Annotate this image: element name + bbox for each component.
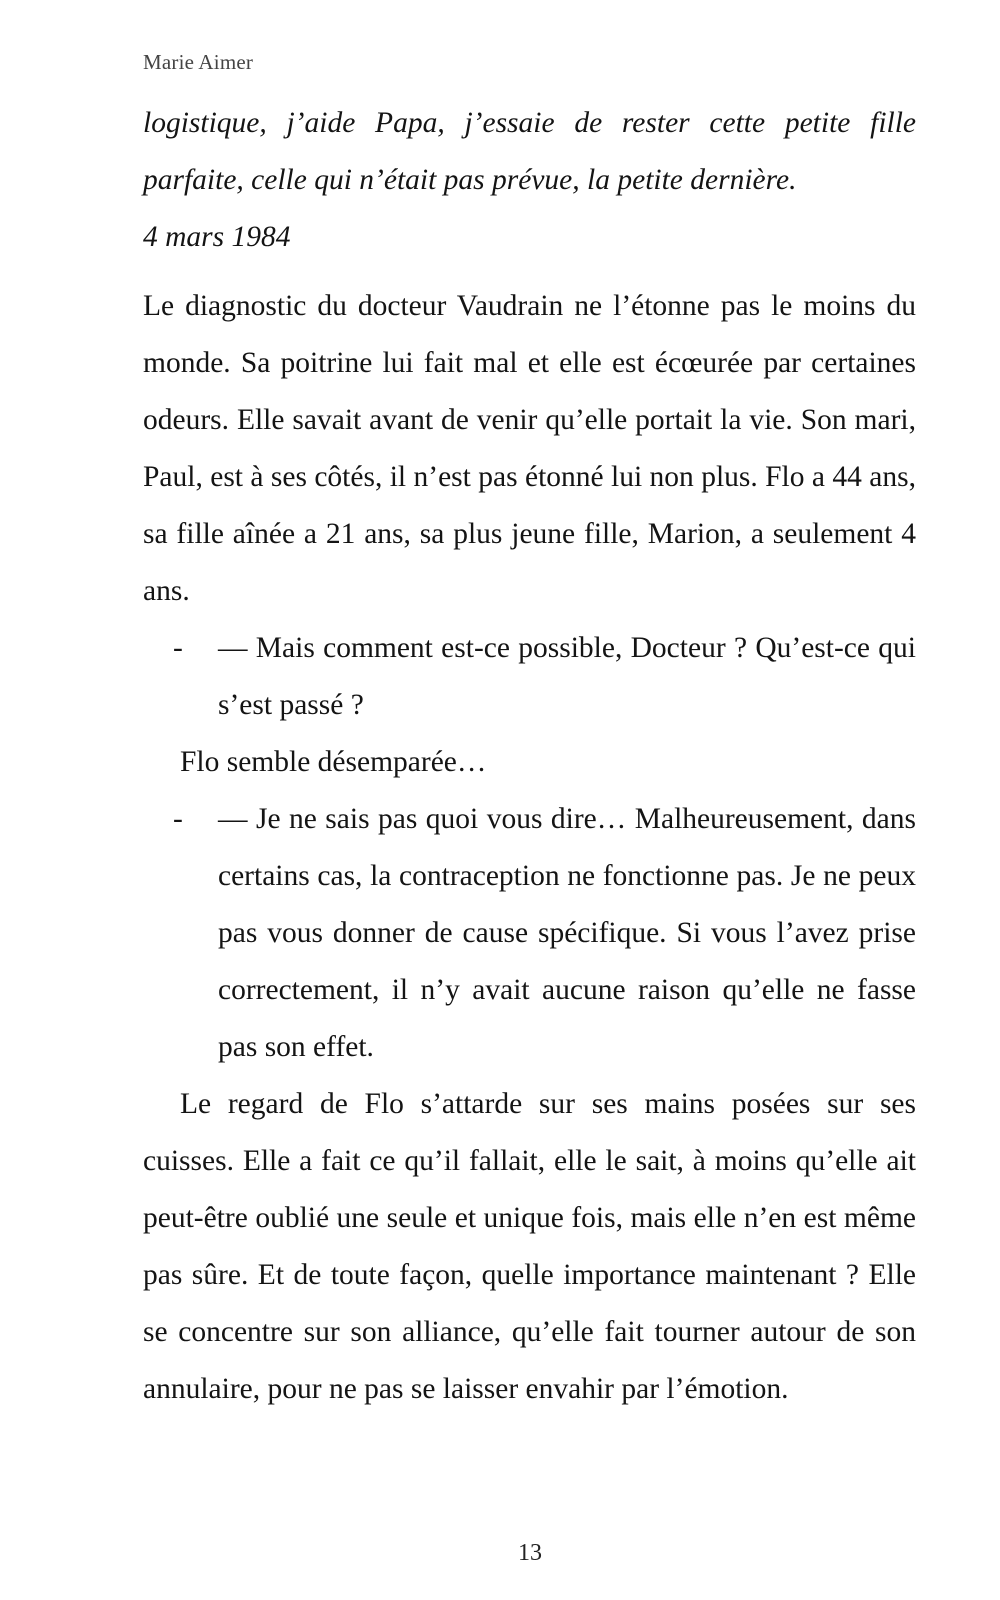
body-text xyxy=(143,95,916,1418)
dialogue-text-flo: — Mais comment est-ce possible, Docteur ? Qu’est-ce qui s’est passé ? xyxy=(218,632,916,721)
page-number: 13 xyxy=(518,1540,542,1566)
dialogue-bullet: - xyxy=(173,632,183,664)
date-heading: 4 mars 1984 xyxy=(143,221,291,253)
narration-line: Flo semble désemparée… xyxy=(180,746,487,778)
dialogue-text-doctor: — Je ne sais pas quoi vous dire… Malheureusement, dans certains cas, la contraception ne fonctionne pas. Je ne peux pas vous donner de cause spécifique. Si vous l’avez prise correctement, il n’y avait aucune raison qu’elle ne fasse pas son effet. xyxy=(218,803,916,1063)
paragraph-diagnostic: Le diagnostic du docteur Vaudrain ne l’étonne pas le moins du monde. Sa poitrine lui fait mal et elle est écœurée par certaines odeurs. Elle savait avant de venir qu’elle portait la vie. Son mari, Paul, est à ses côtés, il n’est pas étonné lui non plus. Flo a 44 ans, sa fille aînée a 21 ans, sa plus jeune fille, Marion, a seulement 4 ans. xyxy=(143,290,916,607)
dialogue-bullet: - xyxy=(173,803,183,835)
dialogue-line-doctor xyxy=(143,791,916,1076)
intro-italic-paragraph: logistique, j’aide Papa, j’essaie de rester cette petite fille parfaite, celle qui n’était pas prévue, la petite dernière. xyxy=(143,107,916,196)
dialogue-line-flo xyxy=(143,620,916,734)
paragraph-regard: Le regard de Flo s’attarde sur ses mains posées sur ses cuisses. Elle a fait ce qu’il fallait, elle le sait, à moins qu’elle ait peut-être oublié une seule et unique fois, mais elle n’en est même pas sûre. Et de toute façon, quelle importance maintenant ? Elle se concentre sur son alliance, qu’elle fait tourner autour de son annulaire, pour ne pas se laisser envahir par l’émotion. xyxy=(143,1088,916,1405)
running-head-author: Marie Aimer xyxy=(143,50,254,74)
